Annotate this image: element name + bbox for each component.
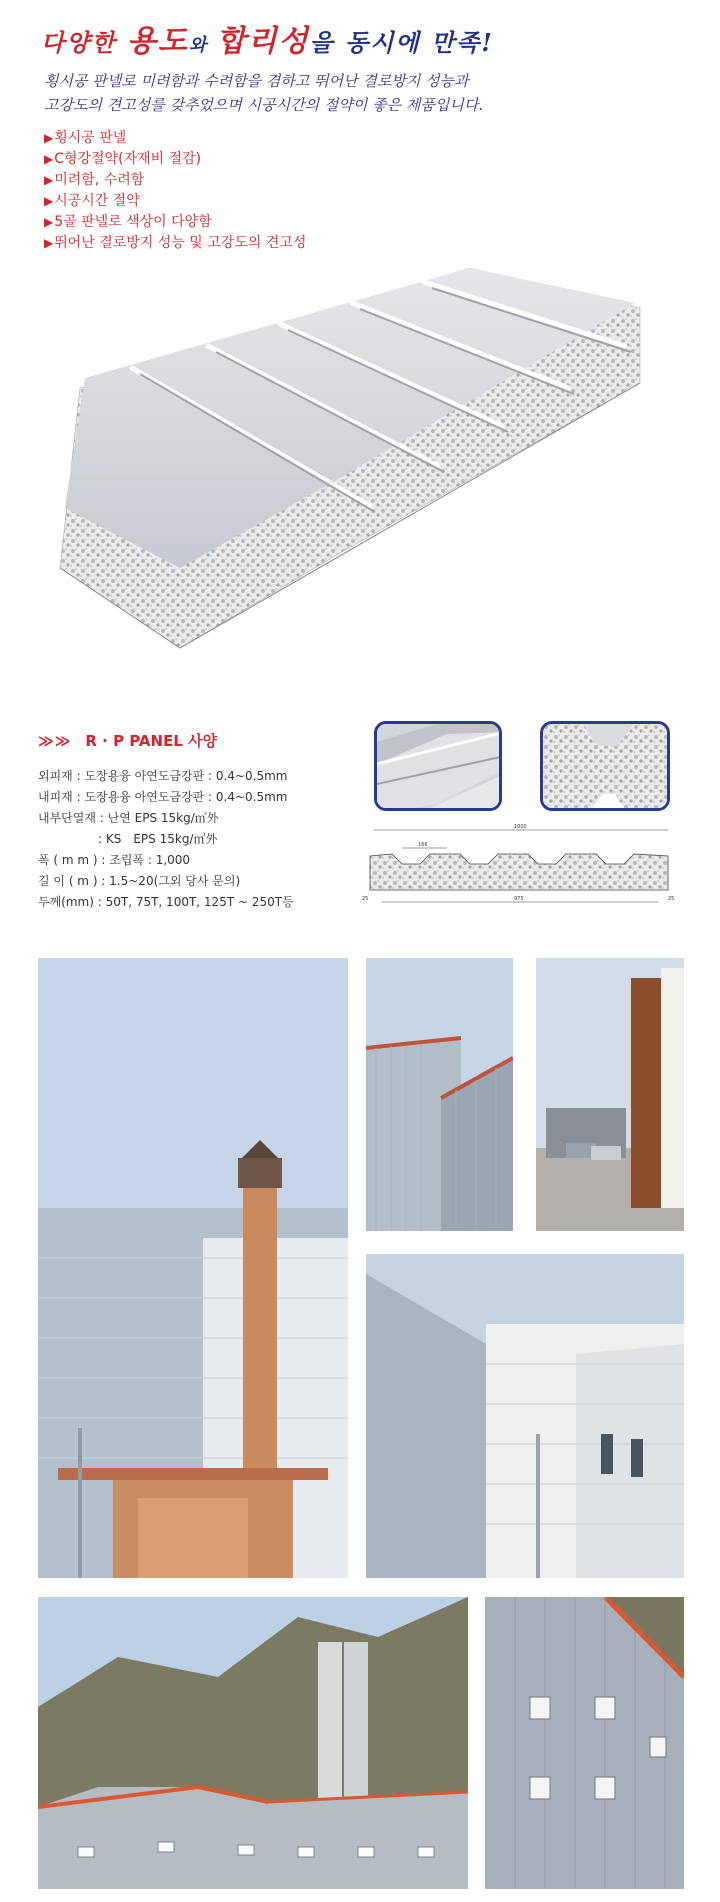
feature-item: ▶ 미려함, 수려함 [44,170,306,191]
panel-wall-corner-photo [366,958,513,1231]
intro-text [44,69,684,117]
spec-row: 내부단열재 : 난연 EPS 15kg/㎥外 [38,811,219,825]
dim-edge-left: 25 [362,896,369,902]
spec-title [38,730,217,751]
feature-item: ▶ C형강절약(자재비 절감) [44,149,306,170]
headline-part-3: 와 [188,35,217,56]
spec-row: 두께(mm) : 50T, 75T, 100T, 125T ~ 250T등 [38,895,294,909]
feature-list [44,128,306,254]
profile-svg [362,820,680,910]
dim-total: 1000 [514,824,527,830]
spec-title-text: R · P PANEL 사양 [85,732,218,750]
wood-building-carpark-photo [536,958,684,1231]
white-panel-building-photo [366,1254,684,1578]
panel-3d-illustration [40,268,650,668]
headline-part-4: 합리성 [216,24,310,59]
spec-row: : KS EPS 15kg/㎥外 [38,832,218,846]
dim-edge-right: 25 [668,896,675,902]
grey-building-side-photo [485,1597,684,1889]
panel-3d-svg [40,268,650,668]
spec-list [38,766,294,913]
headline-part-6: 동시에 만족! [345,28,494,57]
intro-line-1: 횡시공 판넬로 미려함과 수려함을 겸하고 뛰어난 결로방지 성능과 [44,72,469,90]
spec-row: 내피재 : 도장용융 아연도금강판 : 0.4~0.5mm [38,790,288,804]
factory-silo-hill-photo [38,1597,468,1889]
headline-part-5: 을 [309,28,346,57]
foam-core-closeup-image [540,721,670,811]
foam-closeup-svg [543,724,670,811]
intro-line-2: 고강도의 견고성를 갖추었으며 시공시간의 절약이 좋은 제품입니다. [44,96,484,114]
feature-item: ▶ 횡시공 판넬 [44,128,306,149]
feature-item: ▶ 시공시간 절약 [44,191,306,212]
headline-part-2: 용도 [126,24,189,59]
rib-closeup-svg [377,724,502,811]
feature-item: ▶ 뛰어난 결로방지 성능 및 고강도의 견고성 [44,233,306,254]
dim-inner: 975 [514,896,524,902]
factory-chimney-photo [38,958,348,1578]
dim-pitch: 166 [418,842,428,848]
spec-row: 폭 ( m m ) : 조립폭 : 1,000 [38,853,191,867]
spec-row: 외피재 : 도장용융 아연도금강판 : 0.4~0.5mm [38,769,288,783]
feature-item: ▶ 5골 판넬로 색상이 다양함 [44,212,306,233]
spec-row: 길 이 ( m ) : 1.5~20(그외 당사 문의) [38,874,241,888]
spec-arrows: ≫≫ [38,732,72,750]
headline-part-1: 다양한 [41,28,127,57]
headline [41,16,494,60]
panel-profile-drawing [362,820,680,910]
rib-closeup-image [374,721,502,811]
